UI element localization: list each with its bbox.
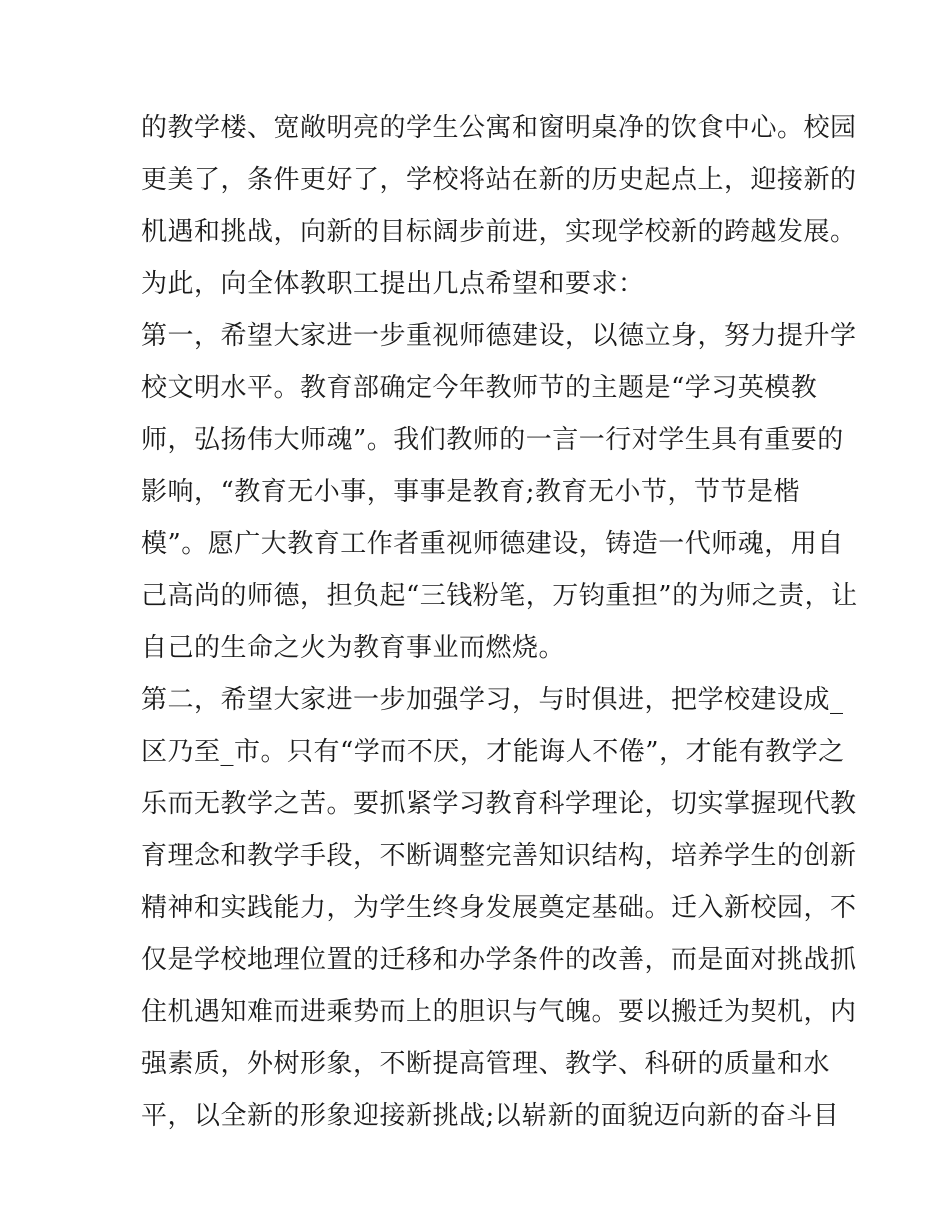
text-line: 自己的生命之火为教育事业而燃烧。 bbox=[141, 633, 566, 663]
text-line: 第二，希望大家进一步加强学习，与时俱进，把学校建设成_ bbox=[141, 685, 844, 715]
text-line: 精神和实践能力，为学生终身发展奠定基础。迁入新校园，不 bbox=[141, 893, 857, 923]
text-line: 育理念和教学手段，不断调整完善知识结构，培养学生的创新 bbox=[141, 841, 857, 871]
text-line: 仅是学校地理位置的迁移和办学条件的改善，而是面对挑战抓 bbox=[141, 945, 857, 975]
text-line: 区乃至_市。只有“学而不厌，才能诲人不倦”，才能有教学之 bbox=[141, 737, 845, 767]
text-line: 住机遇知难而进乘势而上的胆识与气魄。要以搬迁为契机，内 bbox=[141, 997, 857, 1027]
text-line: 平，以全新的形象迎接新挑战;以崭新的面貌迈向新的奋斗目 bbox=[141, 1101, 840, 1131]
text-line: 己高尚的师德，担负起“三钱粉笔，万钧重担”的为师之责，让 bbox=[141, 581, 858, 611]
text-line: 师，弘扬伟大师魂”。我们教师的一言一行对学生具有重要的 bbox=[141, 425, 844, 455]
text-line: 为此，向全体教职工提出几点希望和要求： bbox=[141, 269, 645, 299]
text-line: 乐而无教学之苦。要抓紧学习教育科学理论，切实掌握现代教 bbox=[141, 789, 857, 819]
text-line: 的教学楼、宽敞明亮的学生公寓和窗明桌净的饮食中心。校园 bbox=[141, 113, 857, 143]
text-line: 影响，“教育无小事，事事是教育;教育无小节，节节是楷 bbox=[141, 477, 801, 507]
text-line: 校文明水平。教育部确定今年教师节的主题是“学习英模教 bbox=[141, 373, 818, 403]
text-line: 机遇和挑战，向新的目标阔步前进，实现学校新的跨越发展。 bbox=[141, 217, 857, 247]
text-line: 强素质，外树形象，不断提高管理、教学、科研的质量和水 bbox=[141, 1049, 831, 1079]
text-line: 模”。愿广大教育工作者重视师德建设，铸造一代师魂，用自 bbox=[141, 529, 844, 559]
text-line: 第一，希望大家进一步重视师德建设，以德立身，努力提升学 bbox=[141, 321, 857, 351]
text-line: 更美了，条件更好了，学校将站在新的历史起点上，迎接新的 bbox=[141, 165, 857, 195]
